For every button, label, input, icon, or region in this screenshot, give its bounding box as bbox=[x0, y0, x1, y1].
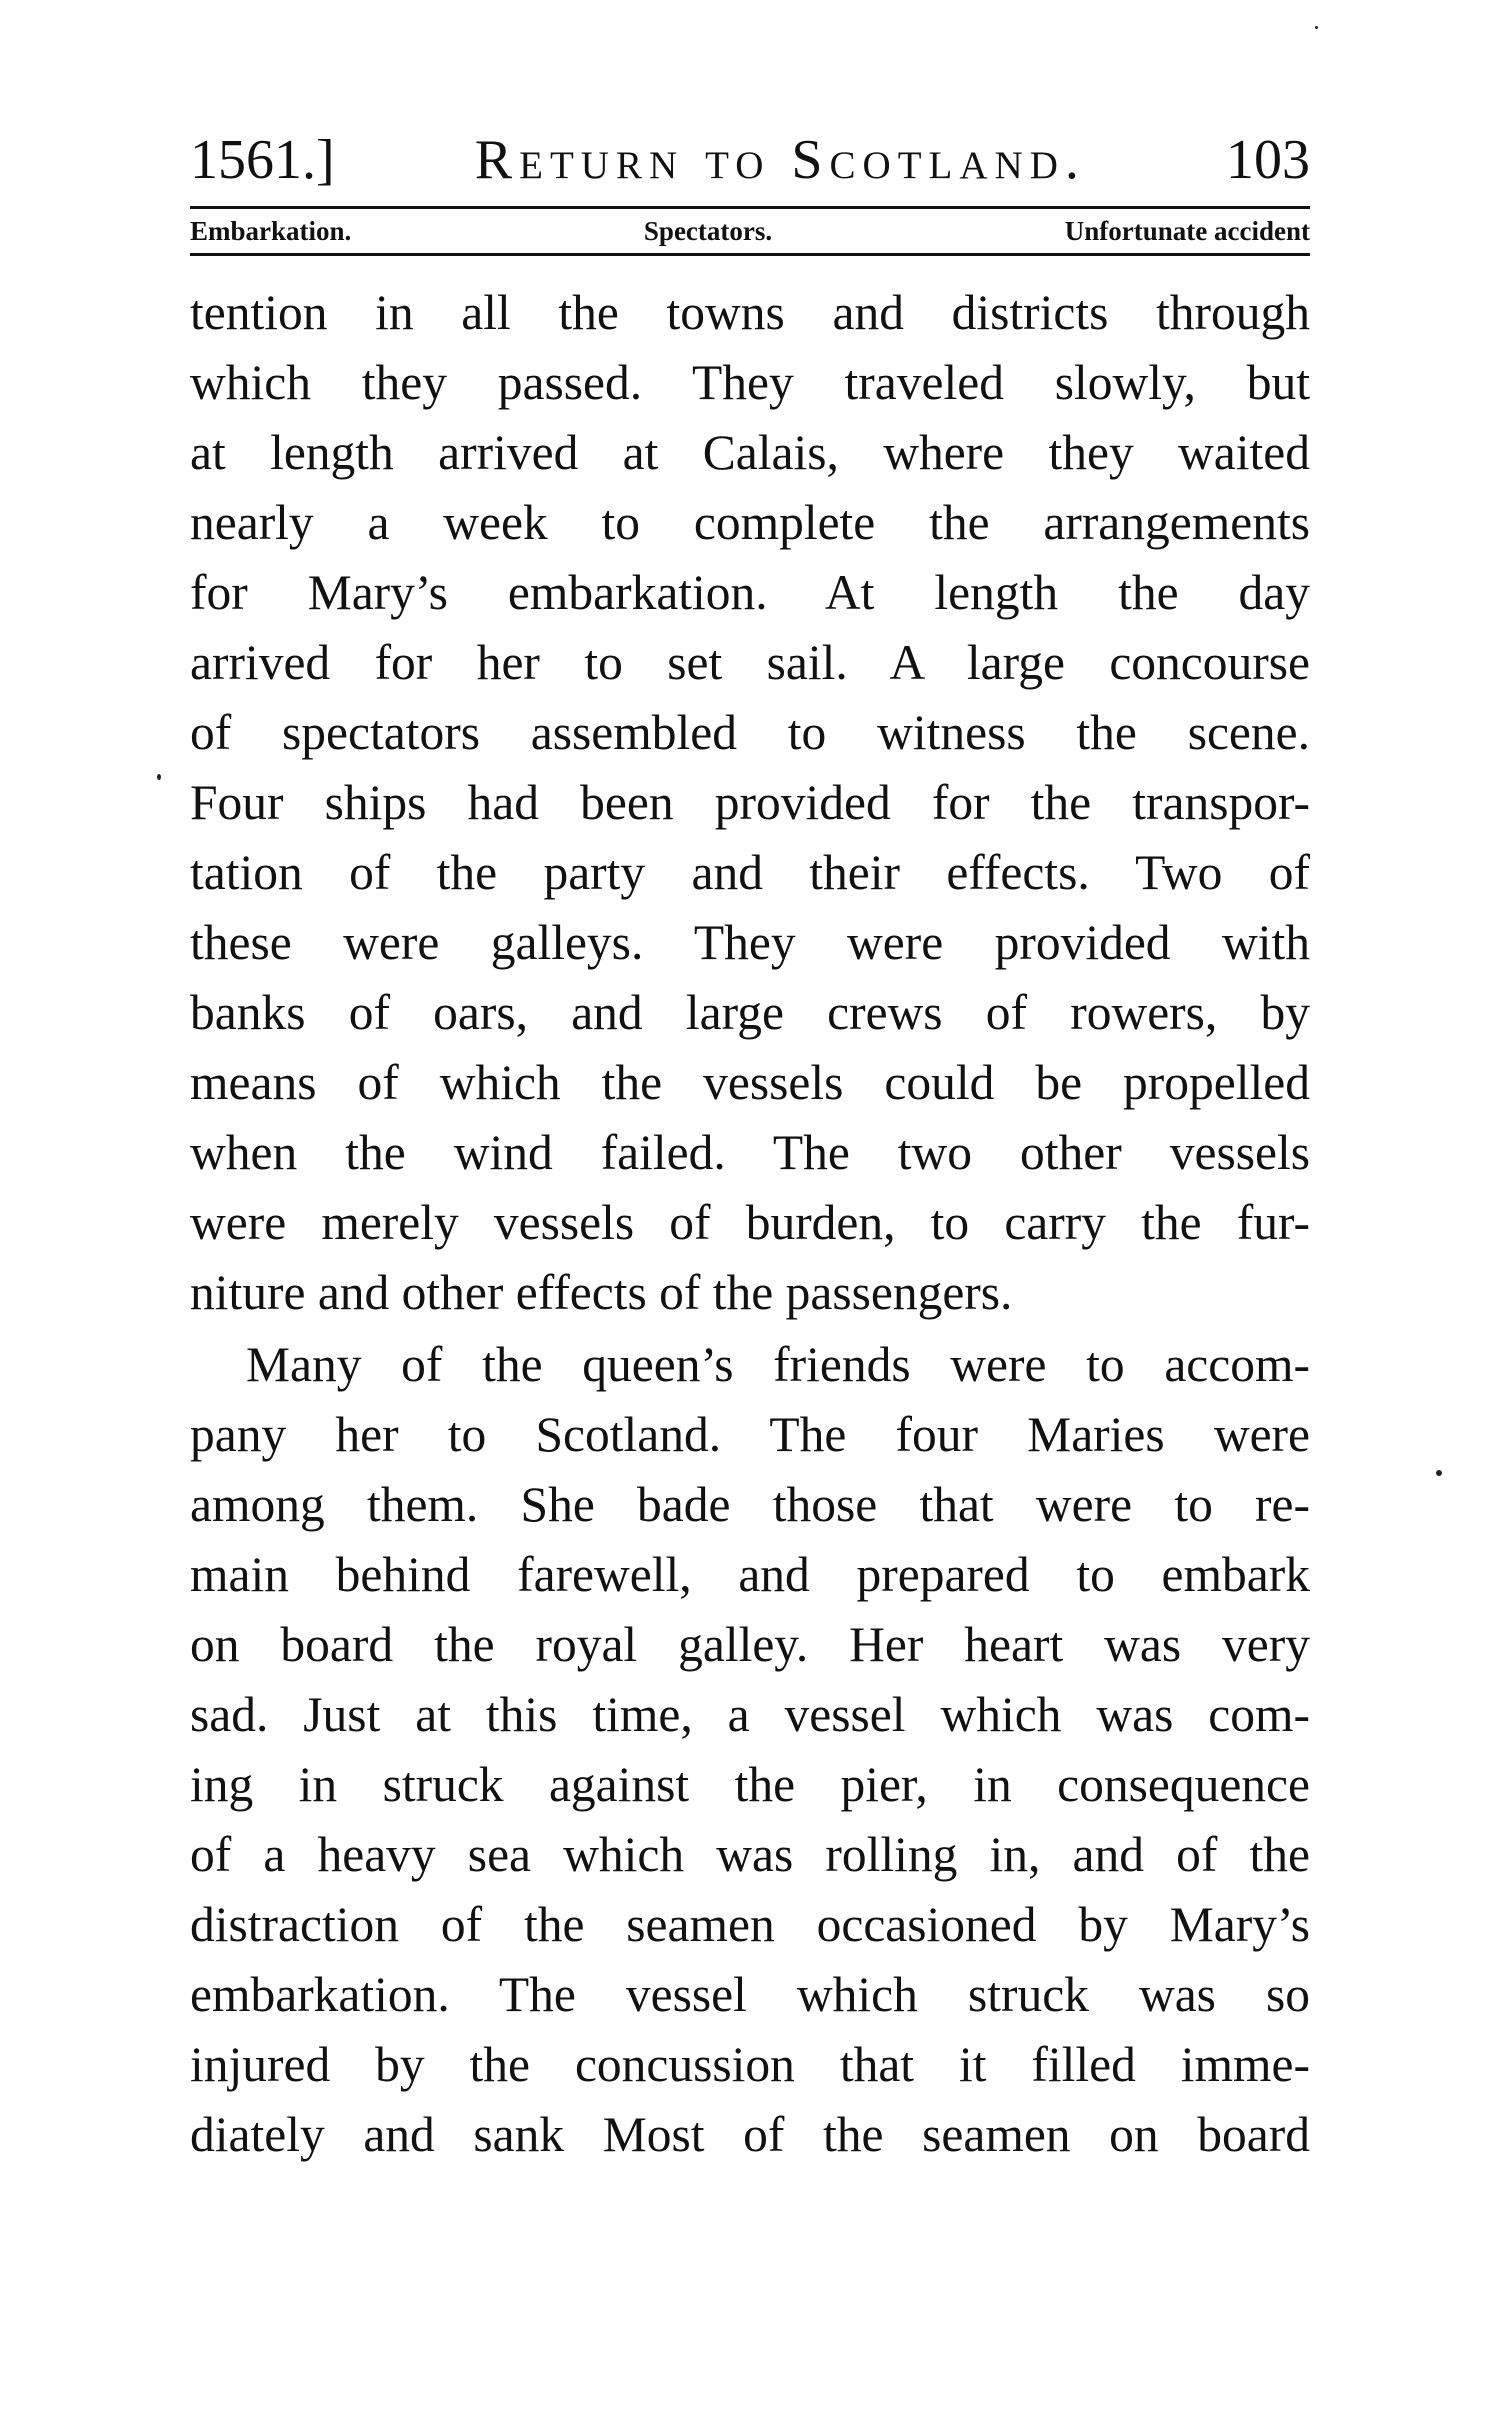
scan-speck bbox=[1315, 26, 1318, 29]
text-line: niture and other effects of the passengers. bbox=[190, 1265, 1013, 1320]
header-title: Return to Scotland. bbox=[474, 129, 1086, 191]
text-line: for Mary’s embarkation. At length the day bbox=[190, 565, 1310, 620]
sidenote-embarkation: Embarkation. bbox=[190, 216, 352, 246]
sidenote-accident: Unfortunate accident bbox=[1064, 216, 1310, 246]
text-line: were merely vessels of burden, to carry the fur- bbox=[190, 1195, 1310, 1250]
text-line: tation of the party and their effects. Two of bbox=[190, 845, 1310, 900]
text-line: when the wind failed. The two other vessels bbox=[190, 1125, 1310, 1180]
text-line: these were galleys. They were provided with bbox=[190, 915, 1310, 970]
text-line: which they passed. They traveled slowly, but bbox=[190, 355, 1310, 410]
text-line: distraction of the seamen occasioned by Mary’s bbox=[190, 1897, 1310, 1952]
text-line: pany her to Scotland. The four Maries were bbox=[190, 1407, 1310, 1462]
text-line: banks of oars, and large crews of rowers, by bbox=[190, 985, 1310, 1040]
text-line: ing in struck against the pier, in consequence bbox=[190, 1757, 1310, 1812]
text-line: Four ships had been provided for the transpor- bbox=[190, 775, 1310, 830]
paragraph-2 bbox=[190, 1330, 1310, 2170]
text-line: injured by the concussion that it filled imme- bbox=[190, 2037, 1310, 2092]
running-head bbox=[190, 128, 1310, 200]
text-line: among them. She bade those that were to re- bbox=[190, 1477, 1310, 1532]
sidenotes bbox=[190, 209, 1310, 253]
text-line: arrived for her to set sail. A large concourse bbox=[190, 635, 1310, 690]
text-line: of spectators assembled to witness the scene. bbox=[190, 705, 1310, 760]
text-line: nearly a week to complete the arrangements bbox=[190, 495, 1310, 550]
text-line: sad. Just at this time, a vessel which was com- bbox=[190, 1687, 1310, 1742]
sidenote-rule bbox=[190, 253, 1310, 256]
sidenote-spectators: Spectators. bbox=[643, 216, 773, 246]
text-line: embarkation. The vessel which struck was so bbox=[190, 1967, 1310, 2022]
text-line: tention in all the towns and districts through bbox=[190, 285, 1310, 340]
scan-speck bbox=[1436, 1470, 1442, 1476]
header-year: 1561.] bbox=[190, 129, 335, 191]
text-line: diately and sank Most of the seamen on board bbox=[190, 2107, 1310, 2162]
text-line: means of which the vessels could be propelled bbox=[190, 1055, 1310, 1110]
scan-speck bbox=[157, 774, 161, 780]
page-number: 103 bbox=[1226, 129, 1310, 191]
book-page bbox=[190, 128, 1310, 2170]
text-line: main behind farewell, and prepared to embark bbox=[190, 1547, 1310, 1602]
text-line: on board the royal galley. Her heart was very bbox=[190, 1617, 1310, 1672]
text-line: Many of the queen’s friends were to accom- bbox=[246, 1337, 1310, 1392]
body-text bbox=[190, 278, 1310, 2170]
text-line: at length arrived at Calais, where they waited bbox=[190, 425, 1310, 480]
text-line: of a heavy sea which was rolling in, and of the bbox=[190, 1827, 1310, 1882]
paragraph-1 bbox=[190, 278, 1310, 1328]
